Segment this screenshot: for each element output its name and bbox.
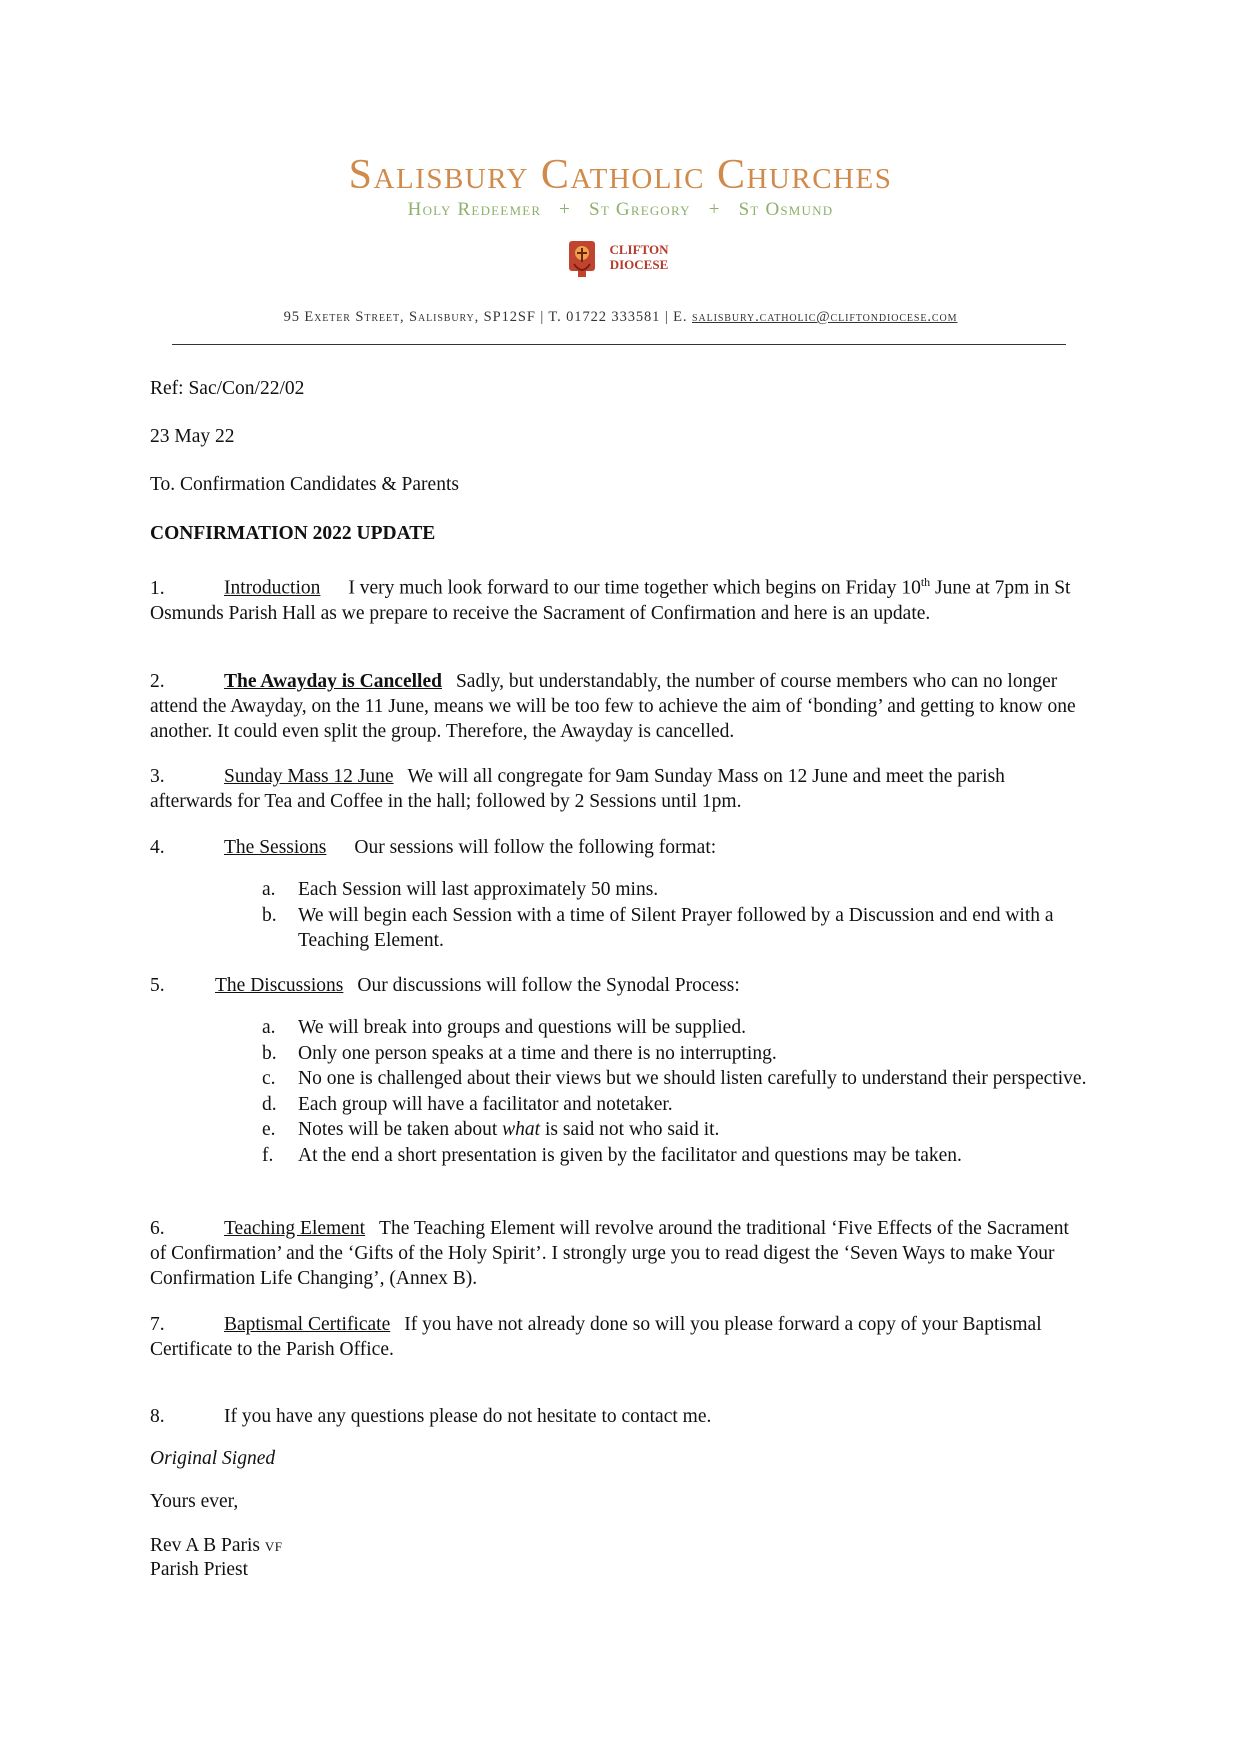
address-text: 95 Exeter Street, Salisbury, SP12SF | T. 01722 333581 | E. [283, 309, 692, 325]
church-st-gregory: St Gregory [589, 199, 691, 220]
list-item [262, 1092, 1092, 1118]
list-text: We will begin each Session with a time of Silent Prayer followed by a Discussion and end with a Teaching Element. [298, 904, 1054, 951]
paragraph-8 [150, 1404, 1090, 1429]
letterhead-churches [0, 198, 1241, 222]
paragraph-number: 5. [150, 975, 165, 996]
list-label: e. [262, 1119, 276, 1140]
church-separator: + [708, 199, 721, 220]
list-text: Each group will have a facilitator and notetaker. [298, 1093, 673, 1115]
paragraph-title: Sunday Mass 12 June [224, 766, 394, 787]
list-text: Notes will be taken about [298, 1119, 503, 1140]
paragraph-2 [150, 669, 1090, 744]
signature-name-text: Rev A B Paris [150, 1535, 260, 1556]
reference: Ref: Sac/Con/22/02 [150, 378, 305, 399]
church-st-osmund: St Osmund [738, 199, 834, 220]
list-label: b. [262, 1042, 277, 1064]
list-text: Each Session will last approximately 50 mins. [298, 879, 659, 900]
list-item [262, 1041, 1092, 1067]
list-text: We will break into groups and questions will be supplied. [298, 1017, 746, 1038]
paragraph-title: Introduction [224, 577, 321, 599]
list-item [262, 1143, 1092, 1169]
list-text: At the end a short presentation is given by the facilitator and questions may be taken. [298, 1144, 962, 1166]
sessions-list [262, 877, 1092, 954]
discussions-list [262, 1015, 1092, 1168]
paragraph-text: Our sessions will follow the following format: [354, 837, 717, 858]
list-item [262, 1066, 1092, 1092]
paragraph-5 [150, 973, 1090, 998]
original-signed: Original Signed [150, 1448, 276, 1469]
list-label: a. [262, 879, 276, 900]
paragraph-text-cont: June at 7pm in St Osmunds Parish Hall as we prepare to receive the Sacrament of Confirmation and here is an update. [150, 577, 1071, 624]
signature-role: Parish Priest [150, 1559, 249, 1580]
logo-line-1: CLIFTON [609, 242, 669, 257]
paragraph-title: The Awayday is Cancelled [224, 671, 442, 692]
diocese-crest-icon [568, 240, 596, 278]
letterhead-title: Salisbury Catholic Churches [348, 152, 893, 198]
paragraph-text: If you have not already done so will you please forward a copy of your Baptismal Certificate to the Parish Office. [150, 1314, 1042, 1360]
recipient: To. Confirmation Candidates & Parents [150, 474, 459, 495]
church-separator: + [559, 199, 572, 220]
paragraph-title: Baptismal Certificate [224, 1314, 391, 1335]
list-item [262, 1117, 1092, 1143]
signature-suffix: VF [264, 1539, 283, 1554]
list-label: c. [262, 1068, 276, 1089]
paragraph-number: 7. [150, 1314, 165, 1335]
email-link[interactable]: salisbury.catholic@cliftondiocese.com [692, 309, 958, 325]
letterhead-address [0, 308, 1241, 326]
logo-text [600, 242, 678, 272]
paragraph-4 [150, 835, 1090, 860]
paragraph-title: Teaching Element [224, 1218, 366, 1239]
list-item [262, 903, 1092, 954]
paragraph-number: 6. [150, 1218, 165, 1239]
list-item [262, 1015, 1092, 1041]
logo-line-2: DIOCESE [609, 257, 669, 272]
paragraph-text: We will all congregate for 9am Sunday Mass on 12 June and meet the parish afterwards for Tea and Coffee in the hall; followed by 2 Sessions until 1pm. [150, 766, 1005, 812]
letter-date: 23 May 22 [150, 426, 235, 447]
clifton-diocese-logo [568, 240, 678, 278]
paragraph-text: Sadly, but understandably, the number of course members who can no longer attend the Awayday, on the 11 June, means we will be too few to achieve the aim of ‘bonding’ and getting to know one another. It could even split the group. Therefore, the Awayday is cancelled. [150, 671, 1076, 742]
closing: Yours ever, [150, 1491, 239, 1512]
list-text-cont: is said not who said it. [540, 1119, 720, 1140]
list-text: Only one person speaks at a time and there is no interrupting. [298, 1042, 777, 1064]
paragraph-1 [150, 570, 1090, 626]
paragraph-text: If you have any questions please do not hesitate to contact me. [224, 1406, 712, 1427]
paragraph-7 [150, 1312, 1090, 1362]
paragraph-number: 1. [150, 577, 165, 599]
paragraph-text: The Teaching Element will revolve around the traditional ‘Five Effects of the Sacrament of Confirmation’ and the ‘Gifts of the Holy Spirit’. I strongly urge you to read digest the ‘Seven Ways to make Your Confirmation Life Changing’, (Annex B). [150, 1218, 1069, 1289]
list-label: b. [262, 904, 277, 926]
list-label: d. [262, 1093, 277, 1115]
list-label: f. [262, 1144, 274, 1166]
paragraph-3 [150, 764, 1090, 814]
list-text: No one is challenged about their views but we should listen carefully to understand their perspective. [298, 1068, 1087, 1089]
paragraph-number: 4. [150, 837, 165, 858]
paragraph-number: 2. [150, 671, 165, 692]
list-item [262, 877, 1092, 903]
paragraph-title: The Discussions [215, 975, 344, 996]
paragraph-number: 3. [150, 766, 165, 787]
paragraph-title: The Sessions [224, 837, 327, 858]
header-divider [172, 344, 1066, 345]
paragraph-number: 8. [150, 1406, 165, 1427]
paragraph-6 [150, 1216, 1090, 1291]
list-text-emphasis: what [502, 1119, 541, 1140]
paragraph-text: Our discussions will follow the Synodal Process: [357, 975, 740, 996]
church-holy-redeemer: Holy Redeemer [407, 199, 542, 220]
list-label: a. [262, 1017, 276, 1038]
paragraph-text: I very much look forward to our time together which begins on Friday 10 [348, 577, 921, 599]
letter-heading: CONFIRMATION 2022 UPDATE [150, 523, 436, 544]
ordinal-suffix: th [920, 575, 931, 589]
signature-name [150, 1533, 1090, 1559]
